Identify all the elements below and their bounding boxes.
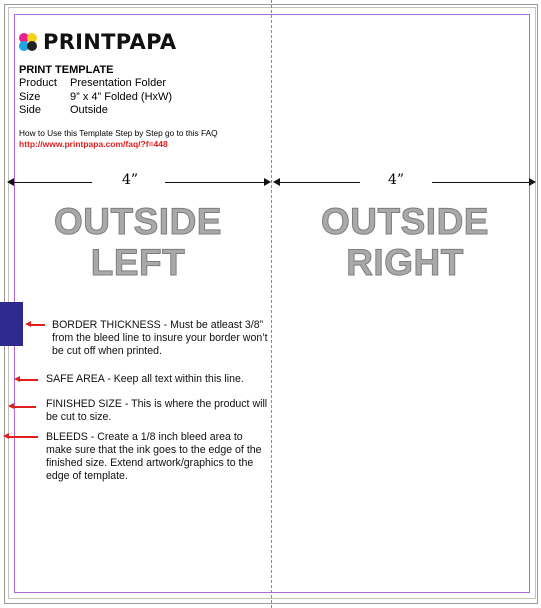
faq-text: How to Use this Template Step by Step go to this FAQ: [19, 128, 218, 138]
panel-title-line: OUTSIDE: [54, 201, 222, 242]
printpapa-logo: [17, 29, 176, 55]
info-row-product: [19, 77, 166, 90]
fold-line: [271, 0, 272, 608]
panel-title-line: RIGHT: [346, 242, 464, 283]
panel-title-line: LEFT: [90, 242, 186, 283]
dim-arrow-left-a: [12, 182, 92, 183]
panel-title-line: OUTSIDE: [321, 201, 489, 242]
info-value: 9” x 4” Folded (HxW): [70, 91, 173, 103]
faq-link[interactable]: http://www.printpapa.com/faq/?f=448: [19, 139, 168, 149]
info-value: Presentation Folder: [70, 77, 166, 89]
red-arrow-bleeds: [8, 436, 38, 438]
note-safe-area: SAFE AREA - Keep all text within this line.: [46, 373, 244, 385]
red-arrow-safe: [19, 379, 38, 381]
template-heading: PRINT TEMPLATE: [19, 64, 114, 76]
dim-arrowhead-right: [529, 178, 536, 186]
info-key: Side: [19, 104, 42, 116]
panel-title-right: [307, 201, 503, 283]
info-row-side: [19, 104, 108, 117]
border-thickness-swatch: [0, 302, 23, 346]
dim-label-left: 4”: [122, 172, 139, 188]
cmyk-flower-icon: [17, 31, 39, 53]
info-key: Product: [19, 77, 57, 89]
info-value: Outside: [70, 104, 108, 116]
panel-title-left: [40, 201, 236, 283]
red-arrow-finished: [13, 406, 36, 408]
dim-label-right: 4”: [388, 172, 405, 188]
dim-arrow-right-a: [278, 182, 360, 183]
note-border-thickness: BORDER THICKNESS - Must be atleast 3/8” from the bleed line to insure your border won’t be cut off when printed.: [52, 319, 268, 357]
dim-arrowhead-right: [264, 178, 271, 186]
dim-arrow-right-b: [432, 182, 530, 183]
brand-name: PRINTPAPA: [43, 29, 177, 54]
info-key: Size: [19, 91, 41, 103]
note-bleeds: BLEEDS - Create a 1/8 inch bleed area to make sure that the ink goes to the edge of the finished size. Extend artwork/graphics to the edge of template.: [46, 431, 262, 482]
dim-arrow-left-b: [165, 182, 265, 183]
red-arrow-border: [30, 324, 45, 326]
note-finished-size: FINISHED SIZE - This is where the product will be cut to size.: [46, 398, 268, 423]
info-row-size: [19, 91, 172, 104]
